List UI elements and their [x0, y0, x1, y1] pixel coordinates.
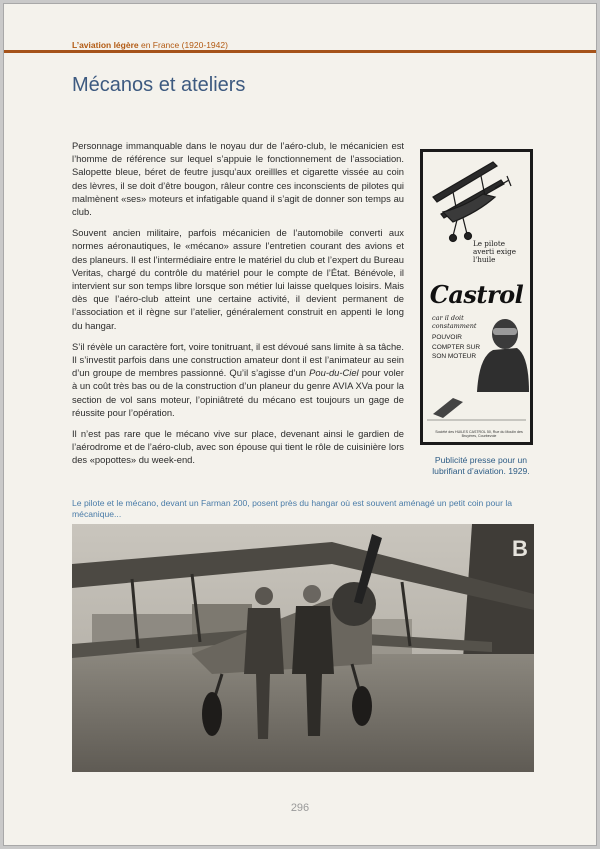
- paragraph-3: [72, 340, 404, 419]
- poster-tagline: Le pilote averti exige l'huile: [473, 239, 516, 264]
- castrol-logo: Castrol: [429, 280, 524, 309]
- castrol-advertisement: [420, 149, 533, 445]
- header-rule: [4, 50, 596, 53]
- body-text: [72, 139, 404, 475]
- paragraph-3-text-a: S’il révèle un caractère fort, voire tonitruant, il est dévoué sans limite à sa tâche. Il s’investit parfois dans une construction amateur dont il est l’animateur au sein d’un groupe de membres passionné. Qu’il s’agisse d’un: [72, 340, 404, 379]
- running-header: [72, 40, 228, 50]
- photo-caption: Le pilote et le mécano, devant un Farman 200, posent près du hangar où est souvent aménagé un petit coin pour la mécanique...: [72, 498, 513, 519]
- paragraph-1: Personnage immanquable dans le noyau dur de l’aéro-club, le mécanicien est l’homme de référence sur lequel s’appuie le fonctionnement de l’association. Salopette bleue, béret de feutre jusqu’aux oreillles et cigarette vissée au coin des lèvres, il se doit d’être bougon, râleur contre ces inconscients de pilotes qui malmènent «ses» moteurs et infatigable quand il s’agit de donner son temps au club.: [72, 140, 404, 218]
- page-number: 296: [290, 802, 310, 814]
- chapter-title: Mécanos et ateliers: [72, 74, 246, 96]
- biplane-drawing: [433, 162, 511, 242]
- poster-line-1: car il doit constamment: [432, 314, 477, 330]
- running-header-subtitle: en France (1920-1942): [138, 40, 228, 50]
- farman-200-photo: [72, 524, 534, 772]
- svg-text:B: B: [512, 536, 528, 561]
- poster-line-2: POUVOIR COMPTER SUR SON MOTEUR: [432, 334, 481, 360]
- poster-footer: Société des HUILES CASTROL 50, Rue du Moulin des Bruyères, Courbevoie: [435, 429, 523, 438]
- photo-illustration: [72, 524, 534, 772]
- paragraph-4: Il n’est pas rare que le mécano vive sur place, devenant ainsi le gardien de l’aérodrome et de l’aéro-club, avec son épouse qui tient le rôle de cuisinière lors des «popottes» du week-end.: [72, 428, 404, 466]
- poster-caption: Publicité presse pour un lubrifiant d’aviation. 1929.: [432, 455, 530, 476]
- running-header-title: L’aviation légère: [72, 40, 139, 50]
- pou-du-ciel-term: Pou-du-Ciel: [309, 367, 359, 379]
- page: [3, 3, 597, 846]
- paragraph-3-text-b: pour voler à un coût très bas ou de la construction d’un planeur du genre AVIA XVa pour la section de vol sans moteur, l’opiniâtreté du mécano est toujours un gage de réussite pour l’opération.: [72, 367, 404, 418]
- paragraph-2: Souvent ancien militaire, parfois mécanicien de l’automobile converti aux normes aéronautiques, le «mécano» assure l’entretien courant des avions et des planeurs. Il est l’intermédiaire entre le matériel du club et l’expert du Bureau Veritas, chargé du contrôle du matériel pour le compte de l’État. Bénévole, il intervient sur son temps libre lorsque son métier lui laisse quelques loisirs. Mais dès que l’aéro-club atteint une certaine activité, il devient permanent de l’association et il règne sur l’atelier, généralement construit en appenti le long du hangar.: [72, 227, 404, 331]
